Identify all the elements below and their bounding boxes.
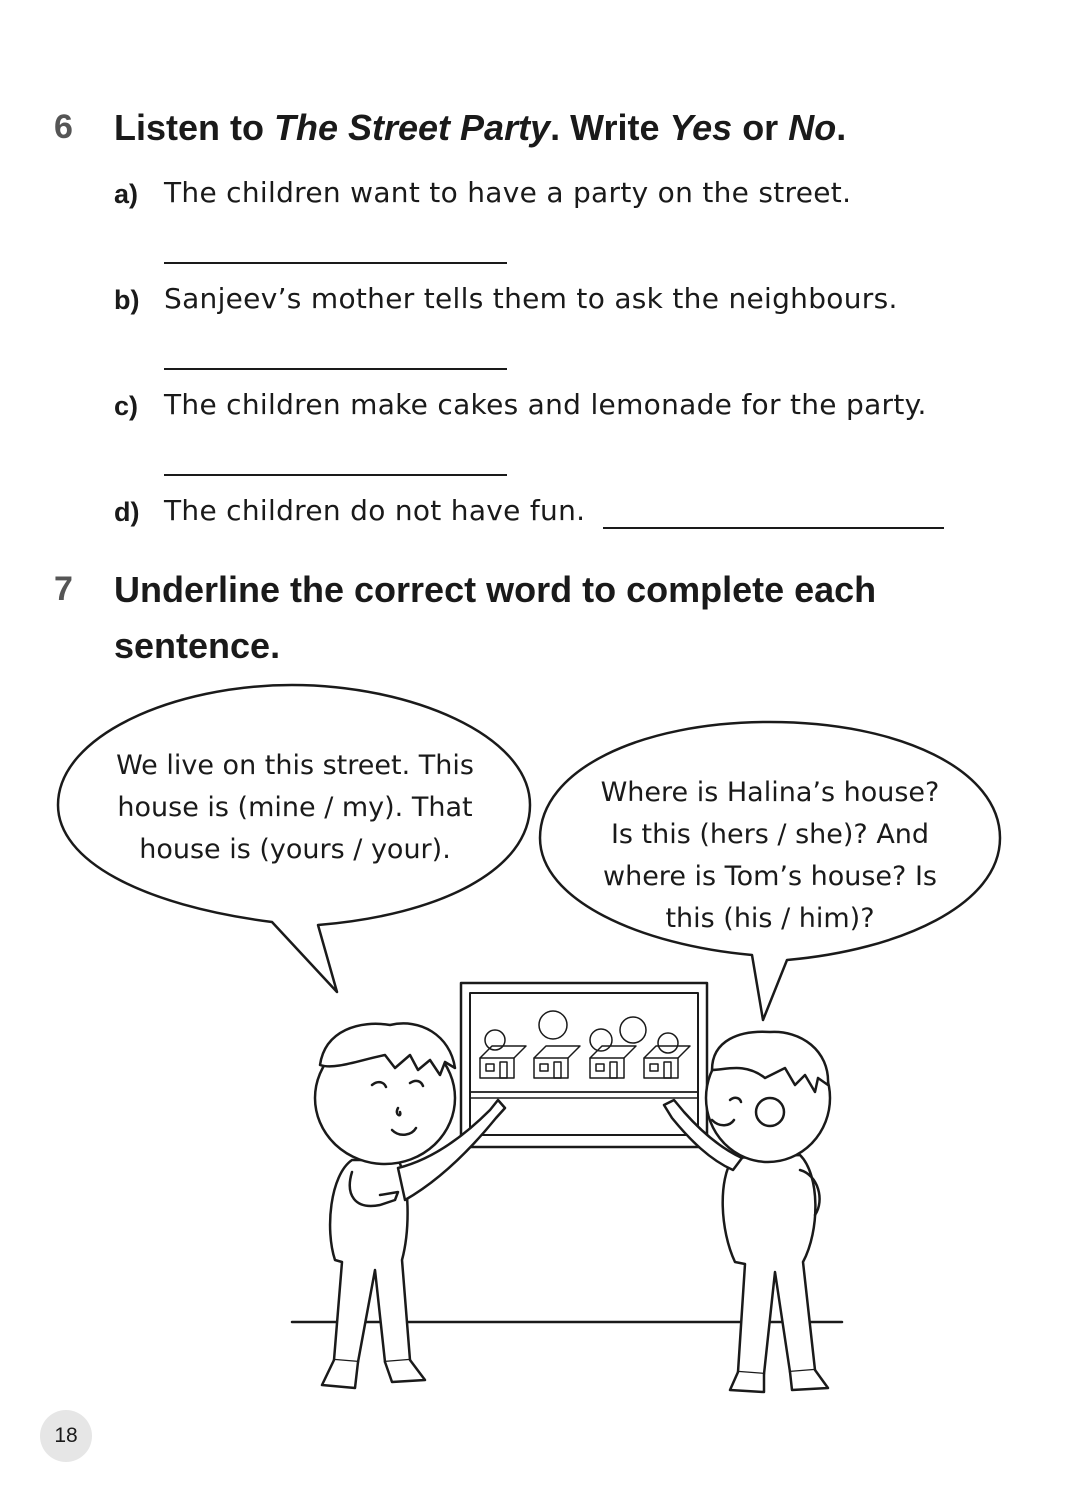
right-bubble-text	[560, 772, 980, 940]
exercise-6-number: 6	[54, 108, 73, 146]
yes-word: Yes	[669, 107, 733, 148]
bubble-line: Is this (hers / she)? And	[610, 819, 930, 850]
no-word: No	[788, 107, 837, 148]
exercise-7-number: 7	[54, 570, 73, 608]
question-c-text: The children make cakes and lemonade for the party.	[164, 388, 927, 421]
bubble-line: house is (yours / your).	[139, 834, 451, 865]
story-title: The Street Party	[274, 107, 551, 148]
bubble-line: Where is Halina’s house?	[600, 777, 940, 808]
question-d-text: The children do not have fun.	[164, 494, 586, 527]
question-b-letter: b)	[114, 285, 140, 315]
question-a-text: The children want to have a party on the street.	[164, 176, 852, 209]
left-bubble-text	[80, 745, 510, 871]
heading-text: or	[732, 107, 789, 148]
page-number: 18	[40, 1410, 92, 1462]
heading-text: .	[836, 107, 847, 148]
bubble-line: this (his / him)?	[665, 903, 875, 934]
bubble-line: We live on this street. This	[116, 750, 474, 781]
question-c-letter: c)	[114, 391, 139, 421]
heading-line-1: Underline the correct word to complete each	[114, 569, 877, 610]
question-d-letter: d)	[114, 497, 140, 527]
left-boy	[315, 1023, 505, 1388]
heading-line-2: sentence.	[114, 625, 281, 666]
question-a-letter: a)	[114, 179, 139, 209]
heading-text: . Write	[550, 107, 670, 148]
bubble-line: where is Tom’s house? Is	[603, 861, 937, 892]
right-boy	[664, 1032, 830, 1392]
heading-text: Listen to	[114, 107, 274, 148]
bubble-line: house is (mine / my). That	[117, 792, 473, 823]
street-picture	[461, 983, 707, 1147]
question-b-text: Sanjeev’s mother tells them to ask the neighbours.	[164, 282, 898, 315]
